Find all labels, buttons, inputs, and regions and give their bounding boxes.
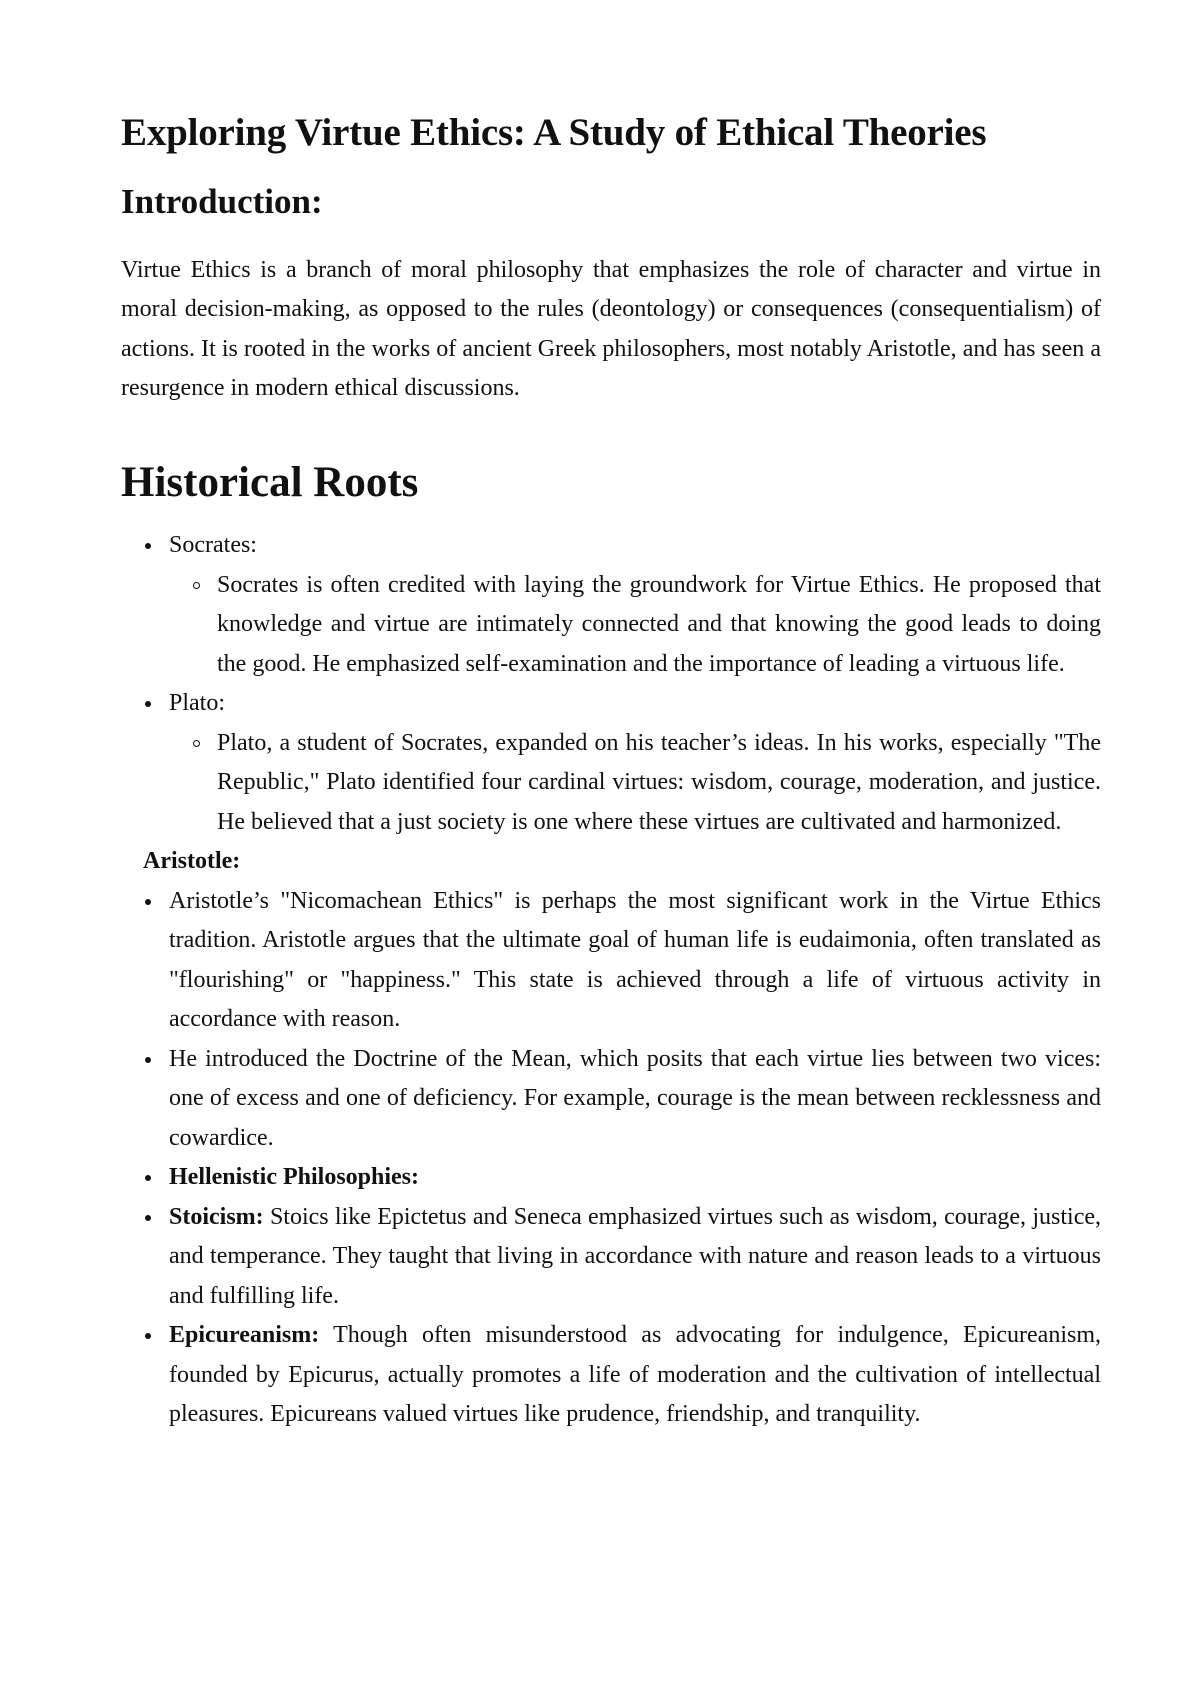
- socrates-label: Socrates:: [169, 532, 257, 559]
- aristotle-point-ethics: Aristotle’s "Nicomachean Ethics" is perhaps the most significant work in the Virtue Ethics tradition. Aristotle argues that the ultimate goal of human life is eudaimonia, often translated as "flourishing" or "happiness." This state is achieved through a life of virtuous activity in accordance with reason.: [121, 882, 1101, 1040]
- historical-roots-list: [121, 526, 1101, 842]
- list-item-socrates: [121, 526, 1101, 684]
- document-title: Exploring Virtue Ethics: A Study of Ethical Theories: [121, 111, 987, 154]
- aristotle-label: Aristotle:: [143, 848, 241, 875]
- stoicism-item: [121, 1198, 1101, 1317]
- plato-label: Plato:: [169, 690, 226, 717]
- socrates-detail: Socrates is often credited with laying the groundwork for Virtue Ethics. He proposed that knowledge and virtue are intimately connected and that knowing the good leads to doing the good. He emphasized self-examination and the importance of leading a virtuous life.: [169, 566, 1101, 685]
- epicureanism-text: Though often misunderstood as advocating for indulgence, Epicureanism, founded by Epicurus, actually promotes a life of moderation and the cultivation of intellectual pleasures. Epicureans valued virtues like prudence, friendship, and tranquility.: [169, 1322, 1101, 1428]
- plato-sublist: [169, 724, 1101, 843]
- plato-detail: Plato, a student of Socrates, expanded on his teacher’s ideas. In his works, especially "The Republic," Plato identified four cardinal virtues: wisdom, courage, moderation, and justice. He believed that a just society is one where these virtues are cultivated and harmonized.: [169, 724, 1101, 843]
- stoicism-label: Stoicism:: [169, 1203, 264, 1230]
- historical-roots-heading: Historical Roots: [121, 458, 419, 506]
- hellenistic-heading: [121, 1158, 1101, 1198]
- document-page: [121, 110, 1101, 1435]
- hellenistic-label: Hellenistic Philosophies:: [169, 1164, 420, 1191]
- epicureanism-item: [121, 1316, 1101, 1435]
- aristotle-point-mean: He introduced the Doctrine of the Mean, which posits that each virtue lies between two vices: one of excess and one of deficiency. For example, courage is the mean between recklessness and cowardice.: [121, 1040, 1101, 1159]
- epicureanism-label: Epicureanism:: [169, 1322, 320, 1349]
- introduction-paragraph: Virtue Ethics is a branch of moral philosophy that emphasizes the role of character and virtue in moral decision-making, as opposed to the rules (deontology) or consequences (consequentialism) of actions. It is rooted in the works of ancient Greek philosophers, most notably Aristotle, and has seen a resurgence in modern ethical discussions.: [121, 256, 1101, 402]
- aristotle-list: [121, 882, 1101, 1435]
- socrates-sublist: [169, 566, 1101, 685]
- stoicism-text: Stoics like Epictetus and Seneca emphasized virtues such as wisdom, courage, justice, and temperance. They taught that living in accordance with nature and reason leads to a virtuous and fulfilling life.: [169, 1203, 1101, 1309]
- list-item-plato: [121, 684, 1101, 842]
- introduction-heading: Introduction:: [121, 181, 323, 221]
